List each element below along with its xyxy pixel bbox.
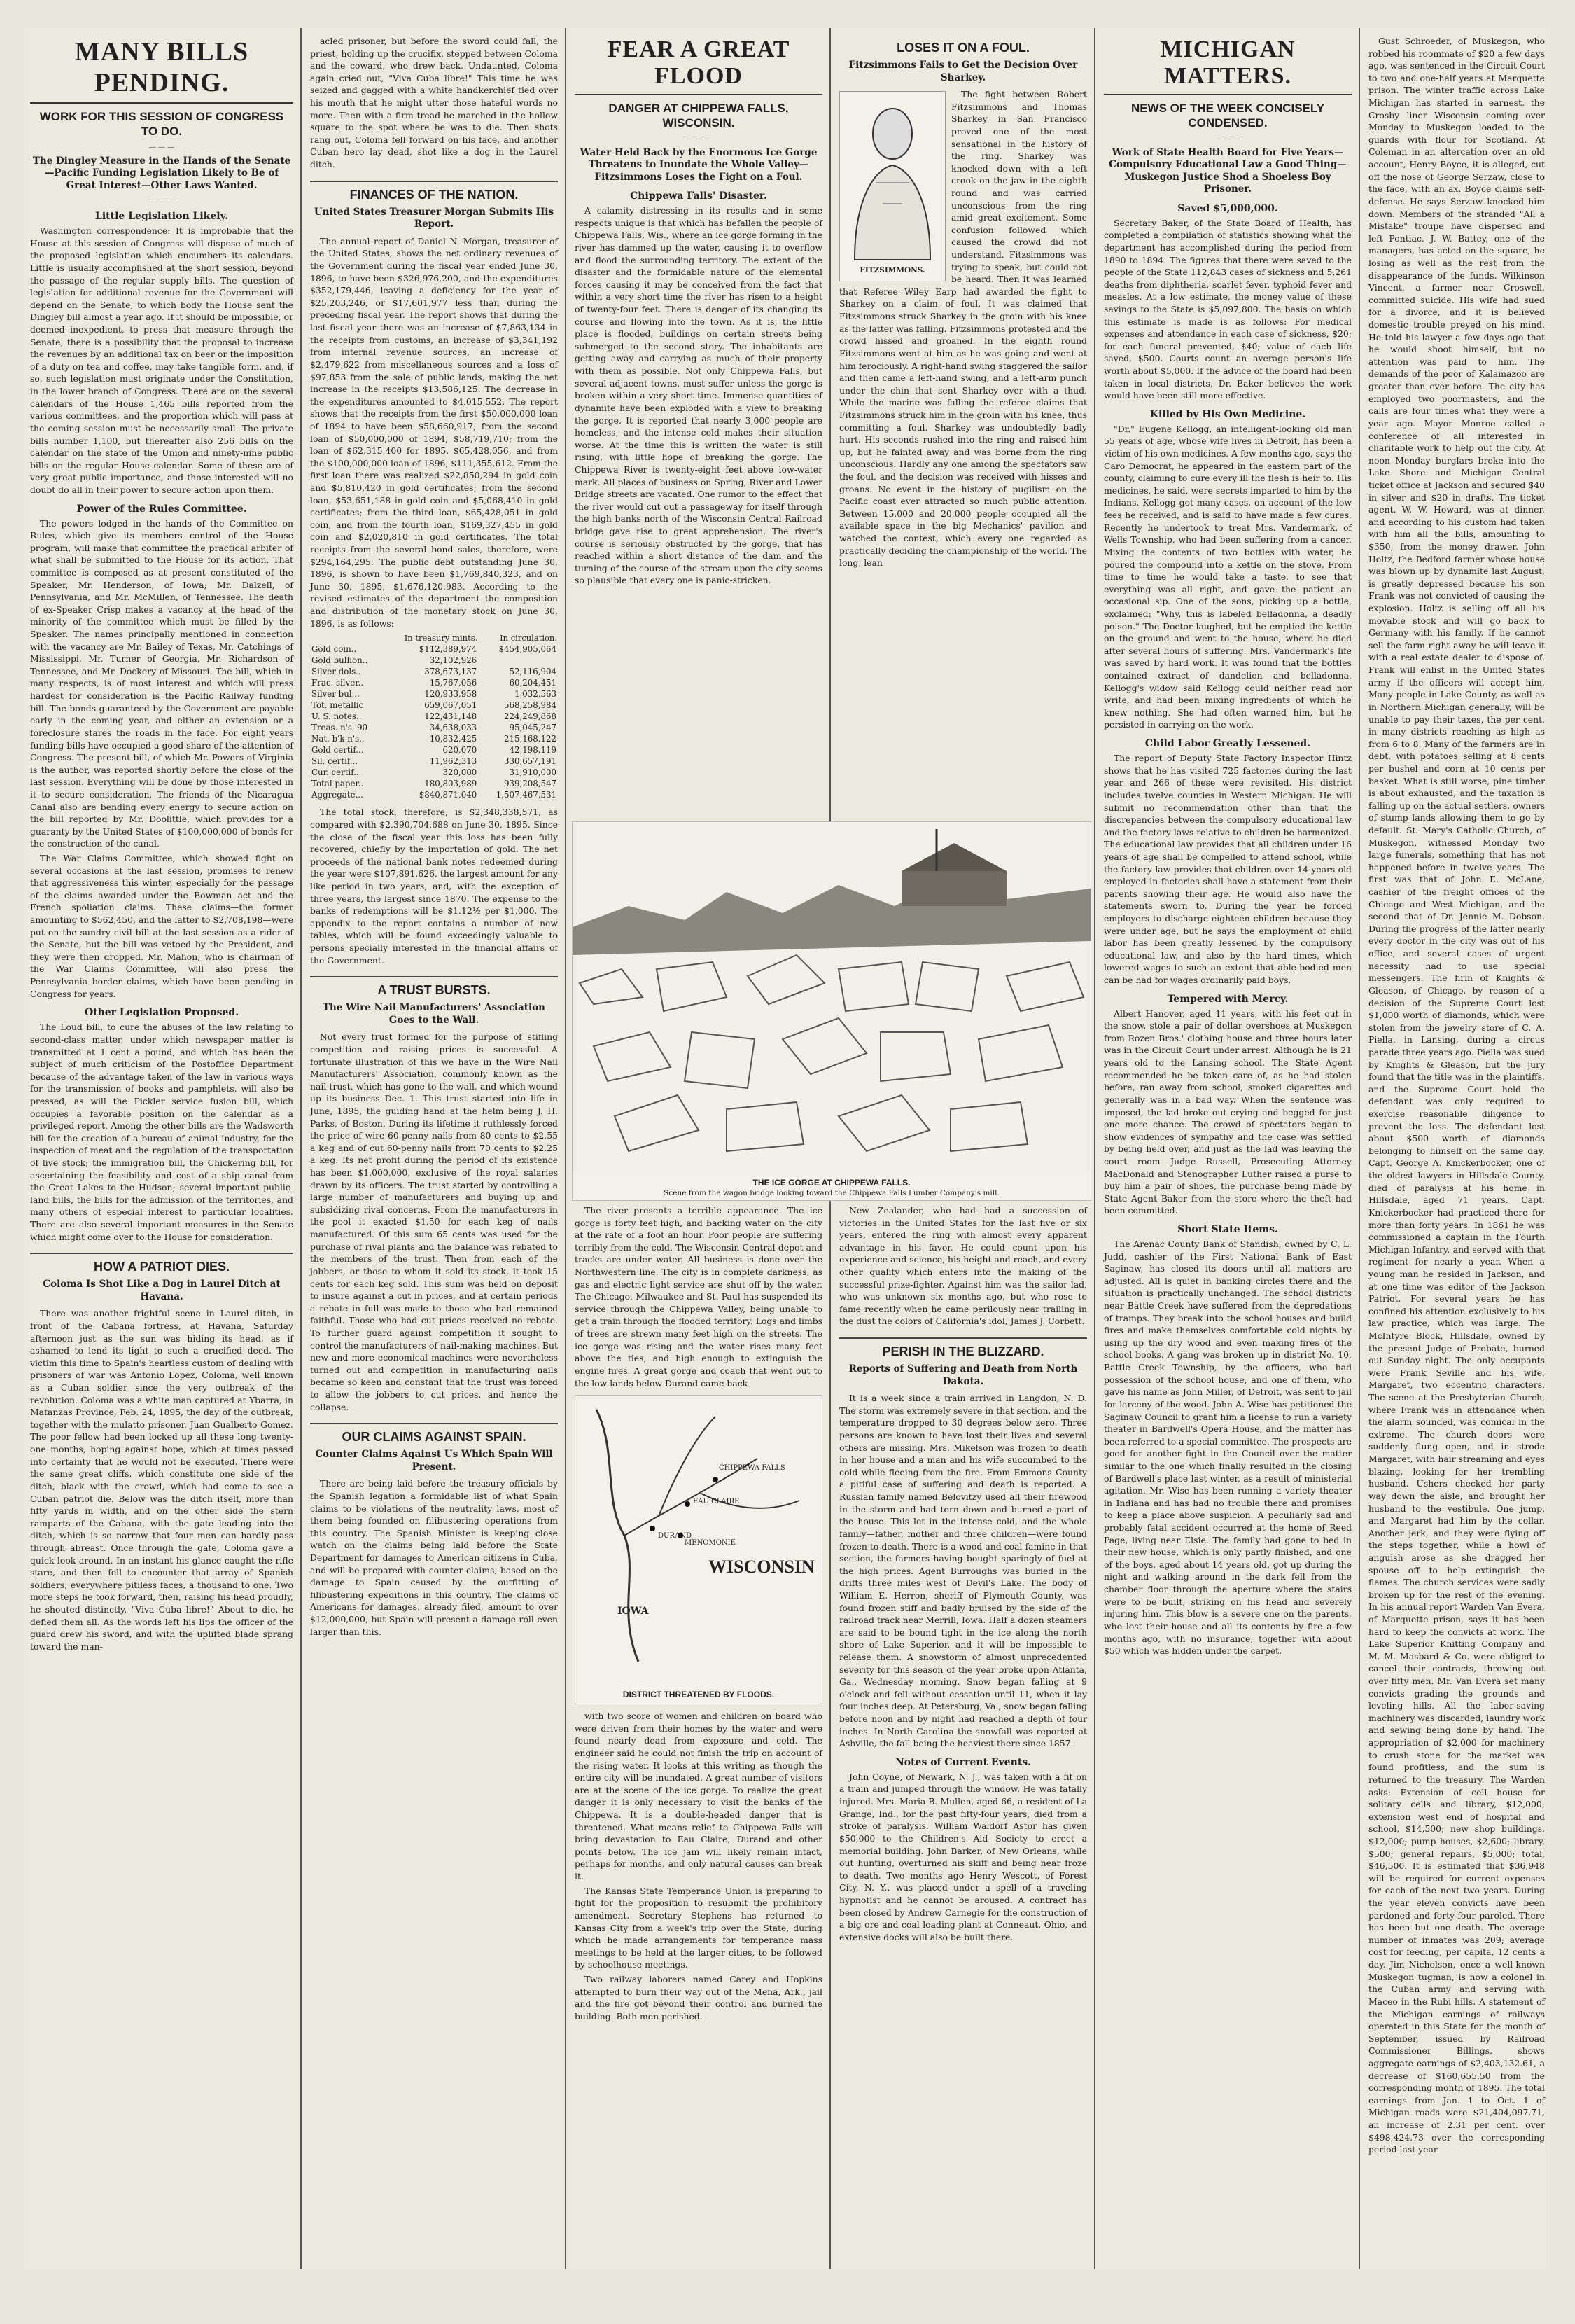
table-cell: 11,962,313: [429, 756, 477, 767]
table-cell: 15,767,056: [429, 678, 477, 688]
deck-coloma: Coloma Is Shot Like a Dog in Laurel Ditch at Havana.: [43, 1279, 281, 1302]
table-cell: 1,507,467,531: [496, 790, 556, 800]
column-6: [1363, 28, 1550, 2269]
table-cell: 620,070: [442, 745, 477, 756]
paragraph: The annual report of Daniel N. Morgan, treasurer of the United States, shows the net ordinary revenues of the Government during the fiscal year ended June 30, 1896, to have been $326,976,200, and the expenditures $352,179,446, leaving a deficiency for the year of $25,203,246, or $17,601,977 less than during the preceding fiscal year. The report shows that during the last fiscal year there was an increase of $7,863,134 in the receipts from customs, an increase of $3,341,192 from internal revenue sources, an increase of $2,479,622 from miscellaneous sources and a loss of $97,853 from the sale of public lands, making the net increase in the receipts $13,586,125. The decrease in the expenditures amounted to $4,015,552. The report shows that the receipts from the first $50,000,000 loan of 1894 to have been $58,660,917; from the second loan of $50,000,000 of 1894, $58,719,710; from the loan of $62,315,400 for 1895, $65,428,056, and from the $100,000,000 loan of 1896, $111,355,612. From the first loan there was realized $22,850,294 in gold coin and $5,810,420 in gold certificates; from the second loan, $53,651,188 in gold coin and $5,068,410 in gold certificates; from the third loan, $65,428,051 in gold coin, and from the fourth loan, $169,327,455 in gold coin and $2,020,810 in gold certificates. The total receipts from the several bond sales, therefore, were $294,164,295. The public debt outstanding June 30, 1896, is shown to have been $1,769,840,323, and on June 30, 1895, $1,676,120,983. According to the revised estimates of the department the composition and distribution of the monetary stock on June 30, 1896, is as follows:: [310, 235, 558, 629]
illustration-subcaption: Scene from the wagon bridge looking toward the Chippewa Falls Lumber Company's mill.: [664, 1189, 1000, 1197]
table-cell: 320,000: [442, 767, 477, 778]
subhead-saved: Saved $5,000,000.: [1177, 202, 1278, 214]
deck-north-dakota: Reports of Suffering and Death from North Dakota.: [848, 1363, 1078, 1387]
table-cell: 32,102,926: [429, 655, 477, 666]
headline-patriot-dies: HOW A PATRIOT DIES.: [30, 1253, 293, 1274]
row-label: Frac. silver..: [312, 678, 364, 688]
newspaper-page: [24, 28, 1550, 2269]
row-label: Cur. certif...: [312, 767, 362, 778]
table-row: [310, 733, 558, 744]
table-cell: 120,933,958: [424, 689, 477, 700]
headline-michigan-matters: MICHIGAN MATTERS.: [1104, 36, 1352, 95]
table-cell: 330,657,191: [503, 756, 556, 767]
table-cell: $112,389,974: [419, 644, 477, 655]
table-cell: $454,905,064: [498, 644, 556, 655]
row-label: Nat. b'k n's..: [312, 734, 365, 744]
table-cell: 180,803,989: [424, 779, 477, 789]
table-row: [310, 789, 558, 800]
column-2: [304, 28, 564, 2269]
table-cell: $840,871,040: [419, 790, 477, 800]
column-3: FEAR A GREAT FLOOD DANGER AT CHIPPEWA FALLS, WISCONSIN. — — — Water Held Back by the Enormous Ice Gorge Threatens to Inundate the Whole Valley—Fitzsimmons Loses the Fight on a Foul. Chippewa Falls' Disaster. A calamity distressing in its results and in some respects unique is that which has befallen the people of Chippewa Falls, Wis., where an ice gorge forming in the river has dammed up the water, causing it to overflow and flood the surrounding territory. The extent of the disaster and the formidable nature of the elemental forces causing it may be conceived from the fact that within a very short time the river has risen to a height of twenty-four feet. There is danger of its changing its course and flowing into the town. As it is, the little place is flooded, buildings on certain streets being submerged to the second story. The inhabitants are getting away and carrying as much of their property with them as possible. Not only Chippewa Falls, but several adjacent towns, must suffer unless the gorge is broken within a very short time. Immense quantities of dynamite have been exploded with a view to breaking the gorge. It is reported that nearly 3,000 people are homeless, and the intense cold makes their situation worse. At the time this is written the water is still rising, with little hope of breaking the gorge. The Chippewa River is twenty-eight feet above low-water mark. All places of business on Spring, River and Lower Bridge streets are vacated. One rumor to the effect that the river would cut out a passageway for itself through the high banks north of the Wisconsin Central Railroad bridge gave rise to great apprehension. The river's course is seriously obstructed by the gorge, that has reached within a short distance of the dam and the turning of the course of the stream upon the city seems so plausible that every one is panic-stricken.: [575, 36, 822, 586]
table-cell: 60,204,451: [509, 678, 556, 688]
row-label: Treas. n's '90: [312, 723, 368, 733]
row-label: U. S. notes..: [312, 711, 362, 722]
paragraph: The War Claims Committee, which showed fight on several occasions at the last session, promises to renew that aggressiveness this winter, especially for the passage of the claims awarded under the Bowman act and the French spoliation claims. These claims—the former amounting to $562,450, and the latter to $2,708,198—were put on the sundry civil bill at the last session as a rider of the Senate, but the bill was vetoed by the President, and they were then dropped. Mr. Mahon, who is chairman of the War Claims Committee, will also press the Pennsylvania border claims, which have been pending in Congress for years.: [30, 853, 293, 999]
table-cell: 122,431,148: [424, 711, 477, 722]
row-label: Total paper..: [312, 779, 364, 789]
table-cell: 10,832,425: [429, 734, 477, 744]
column-3-lower: [569, 1204, 828, 2269]
deck-chippewa: DANGER AT CHIPPEWA FALLS, WISCONSIN.: [608, 102, 789, 130]
map-label-wisconsin: WISCONSIN: [708, 1557, 815, 1578]
table-row: [310, 655, 558, 666]
paragraph: The powers lodged in the hands of the Committee on Rules, which give its members control of the House program, will make that committee the practical arbiter of what shall be submitted to the House for its action. That committee is composed as at present constituted of the Speaker, Mr. Henderson, of Iowa; Mr. Dalzell, of Pennsylvania, and Mr. McMillen, of Tennessee. The death of ex-Speaker Crisp makes a vacancy at the head of the minority of the committee which must be filled by the Speaker. The names principally mentioned in connection with the vacancy are Mr. Bailey of Texas, Mr. Catchings of Mississippi, Mr. Turner of Georgia, Mr. Richardson of Tennessee, and Mr. Dockery of Missouri. The bill, which in many respects, is of most interest and which will press hardest for consideration is the Pacific Railway funding bill. The bonds guaranteed by the Government are payable early in the coming year, and either an extension or a foreclosure stares the roads in the face. For eight years funding bills have occupied a good share of the attention of Congress. The present bill, of which Mr. Powers of Virginia is the author, was reported shortly before the close of the last session. Everything will be done by those interested in it to secure consideration. The friends of the Nicaragua Canal also are bending every energy to secure action on the bill reported by Mr. Doolittle, which provides for a guaranty by the United States of $100,000,000 of bonds for the construction of the canal.: [30, 517, 293, 849]
portrait-caption: FITZSIMMONS.: [860, 266, 925, 275]
flood-map: [575, 1395, 822, 1704]
table-cell: 52,116,904: [509, 667, 556, 677]
table-row: [310, 756, 558, 767]
portrait-image: [841, 92, 944, 263]
table-cell: 659,067,051: [424, 700, 477, 711]
paragraph: A calamity distressing in its results and in some respects unique is that which has befallen the people of Chippewa Falls, Wis., where an ice gorge forming in the river has dammed up the water, causing it to overflow and flood the surrounding territory. The extent of the disaster and the formidable nature of the elemental forces causing it may be conceived from the fact that within a very short time the river has risen to a height of twenty-four feet. There is danger of its changing its course and flowing into the town. As it is, the little place is flooded, buildings on certain streets being submerged to the second story. The inhabitants are getting away and carrying as much of their property with them as possible. Not only Chippewa Falls, but several adjacent towns, must suffer unless the gorge is broken within a very short time. Immense quantities of dynamite have been exploded with a view to breaking the gorge. It is reported that nearly 3,000 people are homeless, and the intense cold makes their situation worse. At the time this is written the water is still rising, with little hope of breaking the gorge. The Chippewa River is twenty-eight feet above low-water mark. All places of business on Spring, River and Lower Bridge streets are vacated. One rumor to the effect that the river would cut out a passageway for itself through the high banks north of the Wisconsin Central Railroad bridge gave rise to great apprehension. The river's course is seriously obstructed by the gorge, that has reached within a short distance of the dam and the turning of the course of the stream upon the city seems so plausible that every one is panic-stricken.: [575, 205, 822, 586]
subhead-current-events: Notes of Current Events.: [895, 1756, 1032, 1768]
column-1: MANY BILLS PENDING. WORK FOR THIS SESSION OF CONGRESS TO DO. — — — The Dingley Measure in the Hands of the Senate—Pacific Funding Legislation Likely to Be of Great Interest—Other Laws Wanted. ———— Little Legislation Likely. Washington correspondence: It is improbable that the House at this session of Congress will dispose of much of the proposed legislation which encumbers its calendars. Little is usually accomplished at the short session, beyond the passage of the regular supply bills. The question of legislation for additional revenue for the Government will depend on the Senate, to which body the House sent the Dingley bill almost a year ago. If it should be impossible, or deemed inexpedient, to press that measure through the Senate, there is a possibility that the proposal to increase the revenues by an additional tax on beer or the imposition of a duty on tea and coffee, may take tangible form, and, if so, such legislation must originate under the Constitution, in the lower branch of Congress. There are on the several calendars of the House 1,465 bills reported from the various committees, and the proportion which will pass at the coming session must be necessarily small. The private bills number 1,100, but thereafter also 256 bills on the calendar on the state of the Union and ninety-nine public bills on the regular House calendar. Some of these are of very great public importance, and those interested will no doubt do all in their power to secure action upon them. Power of the Rules Committee. The powers lodged in the hands of the Committee on Rules, which give its members control of the House program, will make that committee the practical arbiter of what shall be submitted to the House for its action. That committee is composed as at present constituted of the Speaker, Mr. Henderson, of Iowa; Mr. Dalzell, of Pennsylvania, and Mr. McMillen, of Tennessee. The death of ex-Speaker Crisp makes a vacancy at the head of the minority of the committee which must be filled by the Speaker. The names principally mentioned in connection with the vacancy are Mr. Bailey of Texas, Mr. Catchings of Mississippi, Mr. Turner of Georgia, Mr. Richardson of Tennessee, and Mr. Dockery of Missouri. The bill, which in many respects, is of most interest and which will press hardest for consideration is the Pacific Railway funding bill. The bonds guaranteed by the Government are payable early in the coming year, and either an extension or a foreclosure stares the roads in the face. For eight years funding bills have occupied a good share of the attention of Congress. The present bill, of which Mr. Powers of Virginia is the author, was reported shortly before the close of the last session. Everything will be done by those interested in it to secure consideration. The friends of the Nicaragua Canal also are bending every energy to secure action on the bill reported by Mr. Doolittle, which provides for a guaranty by the United States of $100,000,000 of bonds for the construction of the canal. The War Claims Committee, which showed fight on several occasions at the last session, promises to renew that aggressiveness this winter, especially for the passage of the claims awarded under the Bowman act and the French spoliation claims. These claims—the former amounting to $562,450, and the latter to $2,708,198—were put on the sundry civil bill at the last session as a rider of the Senate, but the bill was vetoed by the President, and they were then dropped. Mr. Mahon, who is chairman of the War Claims Committee, will also press the Pennsylvania border claims, which have been pending in Congress for years. Other Legislation Proposed. The Loud bill, to cure the abuses of the law relating to second-class matter, under which newspaper matter is transmitted at 1 cent a pound, and which has been the subject of much criticism of the Postoffice Department because of the advantage taken of the law in various ways for the transmission of books and pamphlets, will also be pressed, as will the Pickler service fusion bill, which occupies a favorable position on the calendar as a privileged report. Among the other bills are the Wadsworth bill for the creation of a bureau of animal industry, for the inspection of meat and the regulation of the transportation of live stock; the immigration bill, the Chickering bill, for ascertaining the feasibility and cost of a ship canal from the Great Lakes to the Hudson; several important public-land bills, the bills for the admission of the territories, and many others of especial interest to particular localities. There are also several important measures in the Senate which might come over to the House for consideration. HOW A PATRIOT DIES. Coloma Is Shot Like a Dog in Laurel Ditch at Havana. There was another frightful scene in Laurel ditch, in front of the Cabana fortress, at Havana, Saturday afternoon just as the sun was hiding its head, as if ashamed to lend its light to such a crucified deed. The victim this time to Spain's heartless custom of dealing with prisoners of war was Antonio Lopez, Coloma, well known as a Cuban soldier since the very outbreak of the revolution. Coloma was a white man captured at Ybarra, in Matanzas Province, Feb. 24, 1895, the day of the outbreak, together with the mulatto prisoner, Juan Gualberto Gomez. The poor fellow had been locked up all these long twenty-one months, hoping against hope, which at times passed into certainty that he would not be executed. There were the same great cliffs, which constitute one side of the ditch, black with the crowd, which had come to see a Cuban patriot die. Below was the ditch itself, more than fifty yards in width, and on the other side the stern ramparts of the Cabana, with the gate leading into the ditch, which is so narrow that four men can hardly pass through abreast. Once through the gate, Coloma gave a quick look around. In an instant his glance caught the rifle stare, and then fell to encounter that array of Spanish soldiers, everywhere pitiless faces, a thousand to one. Two more steps he took forward, then, raising his head proudly, he shouted distinctly, "Viva Cuba libre!" About to die, he defied them all. As the words left his lips the officer of the guard drew his sword, and with the uplifted blade sprang toward the man-: [30, 37, 293, 1652]
subhead-chippewa-disaster: Chippewa Falls' Disaster.: [630, 190, 767, 202]
headline-claims-spain: OUR CLAIMS AGAINST SPAIN.: [310, 1423, 558, 1445]
deck-counter-claims: Counter Claims Against Us Which Spain Will Present.: [315, 1449, 553, 1473]
headline-trust-bursts: A TRUST BURSTS.: [310, 976, 558, 998]
paragraph: Gust Schroeder, of Muskegon, who robbed his roommate of $20 a few days ago, was sentenced in the Circuit Court to two and one-half years at Marquette prison. The winter traffic across Lake Michigan has started in earnest, the Crosby liner Wisconsin coming over Monday to Muskegon loaded to the guards with flour for Scotland. At Coleman in an altercation over an old account, Henry Boyce, it is alleged, cut off the nose of George Serzaw, close to the face, with an ax. Boyce claims self-defense. He says Serzaw knocked him down. Members of the stranded "All a Mistake" troupe have dispersed and left Pontiac. J. W. Battey, one of the managers, has acted on the square, he losing as well as the rest from the disappearance of the funds. Wilkinson Vincent, a farmer near Croswell, committed suicide. His wife had sued for a divorce, and it is believed domestic trouble preyed on his mind. He told his lawyer a few days ago that he would shoot himself, but no attention was paid to him. The demands of the poor of Kalamazoo are greater than ever before. The city has employed two poormasters, and the calls are four times what they were a year ago. Mayor Monroe called a conference of all interested in charitable work to help out the city. At noon Monday burglars broke into the Lake Shore and Michigan Central ticket office at Jackson and secured $40 in silver and $20 in drafts. The ticket agent, W. W. Howard, was at dinner, and according to his custom had taken with him all the bills, amounting to $350, from the money drawer. John Holtz, the Bedford farmer whose house was blown up by dynamite last August, is greatly depressed because his son Frank was not convicted of causing the explosion. Holtz is selling off all his movable stock and will go back to Germany with his family. If he cannot sell the farm right away he will leave it with a real estate dealer to dispose of. Frank will enlist in the United States army if the officers will accept him. Many people in Lake County, as well as in Northern Michigan generally, will be unable to pay their taxes, the per cent. in many districts reaching as high as from 6 to 8. Many of the farmers are in debt, with potatoes selling at 8 cents per bushel and corn at 10 cents per basket. What is still worse, pine timber is about exhausted, and the taxation is falling up on the actual settlers, owners of stump lands allowing them to go by default. St. Mary's Catholic Church, of Muskegon, witnessed Monday two large funerals, something that has not happened before in twelve years. The first was that of John E. McLane, cashier of the freight offices of the Chicago and West Michigan, and the second that of Dr. Jennie M. Dobson. During the progress of the latter nearly every doctor in the city was out of his office, and several cases of urgent necessity had to use special messengers. The firm of Knights & Gleason, of Chicago, by reason of a decision of the Supreme Court lost $1,000 worth of diamonds, which were stolen from the jewelry store of C. A. Piella, in Lansing, during a circus parade three years ago. Piella was sued by Knights & Gleason, but the jury found that the title was in the plaintiffs, and the Supreme Court held the defendant was only required to exercise reasonable diligence to prevent the loss. The defendant lost about $500 worth of diamonds belonging to himself on the same day. Capt. George A. Knickerbocker, one of the oldest lawyers in Hillsdale County, died of paralysis at his home in Hillsdale, aged 71 years. Capt. Knickerbocker had practiced there for more than forty years. In 1861 he was commissioned a captain in the Fourth Michigan Infantry, and served with that regiment for nearly a year. When a young man he resided in Jackson, and at one time was editor of the Jackson Patriot. For several years he has confined his attention exclusively to his law practice, which was large. The McIntyre Block, Hillsdale, owned by the present Judge of Probate, burned out Sunday night. The only occupants were Frank Seville and his wife, Margaret, two eccentric characters. The scene at the Presbyterian Church, where Frank was in attendance when the alarm sounded, was comical in the extreme. The church doors were suddenly flung open, and in strode Margaret, with hair streaming and eyes blazing, looking for her trembling husband. Ushers checked her party way down the aisle, and brought her husband to the vestibule. One jump, and Margaret had him by the collar. Another jerk, and they were flying off the steps together, while a howl of anguish arose as she dragged her spouse off to help extinguish the flames. The church services were sadly broken up for the rest of the evening. In his annual report Warden Van Evera, of Marquette prison, says it has been hard to keep the convicts at work. The Lake Superior Knitting Company and M. M. Masbard & Co. were obliged to cancel their contracts, throwing out over fifty men. Mr. Van Evera set many convicts grading the grounds and leveling hills. All the labor-saving machinery was discarded, laundry work and sewing being done by hand. The appropriation of $2,000 for machinery to crush stone for the market was found profitless, and the sum is returned to the treasury. The Warden asks: Extension of cell house for solitary cells and library, $12,000; extension west end of hospital and school, $14,500; new shop buildings, $12,000; pump houses, $2,600; library, $500; general repairs, $5,000; total, $46,500. It is estimated that $36,948 will be required for current expenses for each of the next two years. During the year eleven convicts have been pardoned and forty-four paroled. There has been but one death. The average number of inmates was 209; average cost for feeding, per capita, 12 cents a day. Jim Nicholson, once a well-known Muskegon tugman, is now a colonel in the Cuban army and serving with Maceo in the Rubi hills. A statement of the Michigan earnings of railways operated in this State for the month of September, issued by Railroad Commissioner Billings, shows aggregate earnings of $2,403,132.61, a decrease of $160,655.50 from the corresponding month of 1895. The total earnings from Jan. 1 to Oct. 1 of Michigan roads were $21,404,097.71, an increase of 2.31 per cent. over $498,424.73 over the corresponding period last year.: [1368, 36, 1545, 2155]
subhead-child-labor: Child Labor Greatly Lessened.: [1144, 738, 1311, 750]
subdeck-health-board: Work of State Health Board for Five Years—Compulsory Educational Law a Good Thing—Muskegon Justice Shod a Shoeless Boy Prisoner.: [1109, 146, 1347, 195]
row-label: Gold coin..: [312, 644, 357, 655]
map-image: [575, 1396, 820, 1676]
paragraph: There are being laid before the treasury officials by the Spanish legation a formidable list of what Spain claims to be violations of the neutrality laws, most of them being founded on filibustering operations from this country. The Spanish Minister is keeping close watch on the claims being laid before the State Department for damages to American citizens in Cuba, and will be prepared with counter claims, based on the damage to Spain caused by the outfitting of filibustering expeditions in this country. The claims of Americans for damages, already filed, amount to over $12,000,000, but Spain will present a damage roll even larger than this.: [310, 1478, 558, 1637]
table-cell: 939,208,547: [503, 779, 556, 789]
paragraph: with two score of women and children on board who were driven from their homes by the water and were found nearly dead from exposure and cold. The engineer said he could not finish the trip on account of the rising water. It looks at this writing as though the entire city will be inundated. A great number of visitors are at the scene of the ice gorge. To realize the great danger it is only necessary to visit the banks of the Chippewa. It is a double-headed danger that is threatened. What means relief to Chippewa Falls will bring devastation to Eau Claire, Durand and other points below. The ice jam will likely remain intact, perhaps for months, and only natural causes can break it.: [575, 1711, 822, 1882]
table-cell: 42,198,119: [509, 745, 556, 756]
paragraph: Albert Hanover, aged 11 years, with his feet out in the snow, stole a pair of dollar overshoes at Muskegon from Rozen Bros.' clothing house and three hours later was in the Circuit Court under arrest. Although he is 21 years old to the Lansing school. The State Agent recommended he be taken care of, as he had stolen before, ran away from school, smoked cigarettes and generally was in a bad way. When the sentence was imposed, the lad broke out crying and begged for just one more chance. The crowd of spectators began to show evidences of sympathy and the case was settled by being held over, and just as the lad was leaving the court room Judge Russell, Prosecuting Attorney MacDonald and Stenographer Luther raised a purse to buy him a pair of shoes, the purchase being made by State Agent Baker from the store where the theft had been committed.: [1104, 1008, 1352, 1216]
paragraph: Secretary Baker, of the State Board of Health, has completed a compilation of statistics showing what the department has accomplished during the period from 1890 to 1894. The figures that there were saved to the people of the State 112,843 cases of sickness and 5,261 deaths from diphtheria, scarlet fever, typhoid fever and measles. At a low estimate, the money value of these savings to the State is $5,097,800. The basis on which this estimate is made is as follows: For medical expenses and attendance in each case of sickness, $20; for each funeral prevented, $40; value of each life saved, $500. Courts count an average person's life worth about $5,000. If the advice of the board had been taken in local districts, Dr. Baker believes the work would have been still more effective.: [1104, 217, 1352, 401]
deck-treasurer: United States Treasurer Morgan Submits His Report.: [314, 206, 554, 230]
table-row: [310, 677, 558, 688]
map-caption: DISTRICT THREATENED BY FLOODS.: [622, 1690, 775, 1700]
headline-great-flood: FEAR A GREAT FLOOD: [575, 36, 822, 95]
subdeck-dingley: The Dingley Measure in the Hands of the Senate—Pacific Funding Legislation Likely to Be of Great Interest—Other Laws Wanted.: [32, 155, 291, 191]
deck-work-for-session: WORK FOR THIS SESSION OF CONGRESS TO DO.: [39, 110, 284, 139]
headline-many-bills: MANY BILLS PENDING.: [30, 36, 293, 104]
table-row: [310, 688, 558, 700]
table-row: [310, 722, 558, 733]
illustration-caption: THE ICE GORGE AT CHIPPEWA FALLS.: [752, 1178, 911, 1188]
deck-news-of-week: NEWS OF THE WEEK CONCISELY CONDENSED.: [1130, 102, 1325, 130]
map-place: CHIPPEWA FALLS: [719, 1464, 785, 1473]
table-row: [310, 643, 558, 655]
table-row: [310, 700, 558, 711]
table-row: [310, 711, 558, 722]
subdeck-ice-gorge: Water Held Back by the Enormous Ice Gorge Threatens to Inundate the Whole Valley—Fitzsimmons Loses the Fight on a Foul.: [580, 146, 818, 183]
table-cell: 31,910,000: [509, 767, 556, 778]
row-label: Silver dols..: [312, 667, 361, 677]
paragraph: Washington correspondence: It is improbable that the House at this session of Congress will dispose of much of the proposed legislation which encumbers its calendars. Little is usually accomplished at the short session, beyond the passage of the regular supply bills. The question of legislation for additional revenue for the Government will depend on the Senate, to which body the House sent the Dingley bill almost a year ago. If it should be impossible, or deemed inexpedient, to press that measure through the Senate, there is a possibility that the proposal to increase the revenues by an additional tax on beer or the imposition of a duty on tea and coffee, may take tangible form, and, if so, such legislation must originate under the Constitution, in the lower branch of Congress. There are on the several calendars of the House 1,465 bills reported from the various committees, and the proportion which will pass at the coming session must be necessarily small. The private bills number 1,100, but thereafter also 256 bills on the calendar on the state of the Union and ninety-nine public bills on the regular House calendar. Some of these are of very great public importance, and those interested will no doubt do all in their power to secure action upon them.: [30, 225, 293, 495]
paragraph: New Zealander, who had had a succession of victories in the United States for the last five or six years, entered the ring with almost every apparent advantage in his favor. He could count upon his experience and science, his height and reach, and every other quality which enters into the making of the successful prize-fighter. Against him was the sailor lad, who was unknown six months ago, but who rose to fame recently when he came perilously near trailing in the dust the colors of California's idol, James J. Corbett.: [839, 1205, 1087, 1327]
fitzsimmons-portrait: [839, 91, 946, 281]
map-place: EAU CLAIRE: [693, 1498, 740, 1506]
map-place: DURAND: [658, 1532, 692, 1540]
paragraph: John Coyne, of Newark, N. J., was taken with a fit on a train and jumped through the window. He was fatally injured. Mrs. Maria B. Mullen, aged 66, a resident of La Grange, Ind., for the past fifty-four years, died from a stroke of paralysis. William Waldorf Astor has given $50,000 to the Children's Aid Society to erect a memorial building. John Barker, of New Orleans, while out hunting, overturned his skiff and being near froze to death. Two months ago Henry Wescott, of Forest City, N. Y., was placed under a spell of a traveling hypnotist and he cannot be aroused. A contract has been closed by Andrew Carnegie for the construction of a big ore and coal loading plant at Conneaut, Ohio, and extensive docks will also be built there.: [839, 1771, 1087, 1942]
paragraph: Not every trust formed for the purpose of stifling competition and raising prices is successful. A fortunate illustration of this we have in the Wire Nail Manufacturers' Association, commonly known as the nail trust, which has gone to the wall, and which wound up its business Dec. 1. This trust started into life in June, 1895, the guiding hand at the helm being J. H. Parks, of Boston. During its lifetime it ruthlessly forced the price of wire 60-penny nails from 80 cents to $2.55 a keg and of cut 60-penny nails from 70 cents to $2.25 a keg. Its net profit during the period of its existence has been $1,000,000, exclusive of the royal salaries drawn by its officers. The trust started by controlling a large number of manufacturers and buying up and subsidizing rival concerns. From the manufacturers in the pool it exacted $1.50 for each keg of nails manufactured. Of this sum 65 cents was used for the purchase of rival plants and the balance was rebated to the members of the trust. Then from each of the jobbers, or those to whom it sold its stock, it took 15 cents for each keg sold. This sum was held on deposit to insure against a cut in prices, and at certain periods a rebate in full was made to those who had remained faithful. Those who had cut prices received no rebate. To further guard against competition it sought to control the manufacturers of nail-making machines. But new and more economical machines were nevertheless turned out and competition in manufacturing nails became so keen and constant that the trust was forced to allow the jobbers to cut prices, and hence the collapse.: [310, 1031, 558, 1412]
table-row: [310, 767, 558, 778]
paragraph: The Loud bill, to cure the abuses of the law relating to second-class matter, under which newspaper matter is transmitted at 1 cent a pound, and which has been the subject of much criticism of the Postoffice Department because of the advantage taken of the law in various ways for the transmission of books and pamphlets, will also be pressed, as will the Pickler service fusion bill, which occupies a favorable position on the calendar as a privileged report. Among the other bills are the Wadsworth bill for the creation of a bureau of animal industry, for the inspection of meat and the regulation of the transportation of live stock; the immigration bill, the Chickering bill, for ascertaining the feasibility and cost of a ship canal from the Great Lakes to the Hudson; several important public-land bills, the bills for the admission of the territories, and many others of especial interest to particular localities. There are also several important measures in the Senate which might come over to the House for consideration.: [30, 1022, 293, 1242]
subhead-little-legislation: Little Legislation Likely.: [95, 211, 228, 223]
deck-wire-nail: The Wire Nail Manufacturers' Association Goes to the Wall.: [322, 1002, 545, 1026]
paragraph: acled prisoner, but before the sword could fall, the priest, holding up the crucifix, stepped between Coloma and the coward, who drew back. Undaunted, Coloma again cried out, "Viva Cuba libre!" This time he was seized and gagged with a white handkerchief tied over his mouth that he might utter those hateful words no more. Then with a firm tread he marched in the hollow square to the spot where he was to die. Then shots rang out, Coloma fell forward on his face, and another Cuban hero lay dead, shot like a dog in the Laurel ditch.: [310, 36, 558, 170]
headline-loses-on-foul: LOSES IT ON A FOUL.: [897, 41, 1030, 55]
column-5: MICHIGAN MATTERS. NEWS OF THE WEEK CONCISELY CONDENSED. — — — Work of State Health Board for Five Years—Compulsory Educational Law a Good Thing—Muskegon Justice Shod a Shoeless Boy Prisoner. Saved $5,000,000. Secretary Baker, of the State Board of Health, has completed a compilation of statistics showing what the department has accomplished during the period from 1890 to 1894. The figures that there were saved to the people of the State 112,843 cases of sickness and 5,261 deaths from diphtheria, scarlet fever, typhoid fever and measles. At a low estimate, the money value of these savings to the State is $5,097,800. The basis on which this estimate is made is as follows: For medical expenses and attendance in each case of sickness, $20; for each funeral prevented, $40; value of each life saved, $500. Courts count an average person's life worth about $5,000. If the advice of the board had been taken in local districts, Dr. Baker believes the work would have been still more effective. Killed by His Own Medicine. "Dr." Eugene Kellogg, an intelligent-looking old man 55 years of age, whose wife lives in Detroit, has been a victim of his own medicines. A few months ago, says the Caro Democrat, he appeared in the eastern part of the county, claiming to cure every ill the flesh is heir to. His medicines, he said, were secrets imparted to him by the Indians. Kellogg got many cases, on account of the low fees he received, and is said to have made a few cures. Recently he undertook to treat Mrs. Vandermark, of Wells Township, who had been suffering from a cancer. Mixing the contents of two bottles with water, he poured the compound into a kettle on the stove. From time to time he would take a taste, to see that everything was all right, and gave the patient an occasional sip. One of the sons, picking up a bottle, exclaimed: "Why, this is labeled belladonna, a deadly poison." The Doctor laughed, but he emptied the kettle on the ground and went to the house, where he died after several hours of suffering. Mrs. Vandermark's life was saved by hard work. It was found that the bottles contained extract of dandelion and belladonna. Kellogg's widow said Kellogg could neither read nor write, and had been mixing ingredients of which he knew nothing. She had often warned him, but he persisted in carrying on the work. Child Labor Greatly Lessened. The report of Deputy State Factory Inspector Hintz shows that he has visited 725 factories during the last year and 266 of these were revisited. His district includes twelve counties in Western Michigan. He will submit no recommendation other than that the discrepancies between the compulsory educational law and the factory laws relative to children be harmonized. The educational law provides that all children under 16 years of age shall be compelled to attend school, while the factory law provides that children over 14 years old employed in factories shall have a statement from their parents showing their age. He would also have the statements sworn to. During the year he forced employers to discharge eighteen children because they were under age, but he says the employment of child labor has been greatly lessened by the compulsory educational law, and also by the hard times, which lowered wages to such an extent that able-bodied men can be had for wages ordinarily paid boys. Tempered with Mercy. Albert Hanover, aged 11 years, with his feet out in the snow, stole a pair of dollar overshoes at Muskegon from Rozen Bros.' clothing house and three hours later was in the Circuit Court under arrest. Although he is 21 years old to the Lansing school. The State Agent recommended he be taken care of, as he had stolen before, ran away from school, smoked cigarettes and generally was in a bad way. When the sentence was imposed, the lad broke out crying and begged for just one more chance. The crowd of spectators began to show evidences of sympathy and the case was settled by being held over, and just as the lad was leaving the court room Judge Russell, Prosecuting Attorney MacDonald and Stenographer Luther raised a purse to buy him a pair of shoes, the purchase being made by State Agent Baker from the store where the theft had been committed. Short State Items. The Arenac County Bank of Standish, owned by C. L. Judd, cashier of the First National Bank of East Saginaw, has closed its doors until all matters are adjusted. All is quiet in banking circles there and the situation is practically unchanged. The school districts near Battle Creek have suffered from the depredations of tramps. They break into the school houses and build fires and make themselves comfortable cold nights by using up the dry wood and even making fires of the school books. A gang was broken up in district No. 10, Battle Creek Township, by the officers, who had possession of the school house, and one of them, who gave his name as John Miller, of Detroit, was sent to jail for larceny of the wood. John A. Wise has petitioned the Saginaw Council to grant him a license to run a variety theater in Bardwell's Opera House, and the matter has been referred to a special committee. The prospects are good for another fight in the Council over the matter similar to the one which finally resulted in the closing of Bardwell's place last winter, as a result of ministerial agitation. Mr. Wise has been running a variety theater in Indiana and has had no trouble there and promises to keep a place above suspicion. A peculiarly sad and probably fatal accident occurred at the home of Reed Page, living near Elsie. The family had gone to bed in their new house, which is only partly finished, and one of the boys, aged about 14 years old, got up during the night and walking around in the dark fell from the chamber floor through the aperture where the stairs were to be built, striking on his head and severely injuring him. This blow is a severe one on the parents, who lost their house and all its contents by fire a few months ago, with no insurance, together with about $50 which was hidden under the carpet.: [1104, 36, 1352, 1657]
table-header: In circulation.: [500, 633, 557, 643]
headline-blizzard: PERISH IN THE BLIZZARD.: [839, 1337, 1087, 1359]
paragraph: There was another frightful scene in Laurel ditch, in front of the Cabana fortress, at Havana, Saturday afternoon just as the sun was hiding its head, as if ashamed to lend its light to such a crucified deed. The victim this time to Spain's heartless custom of dealing with prisoners of war was Antonio Lopez, Coloma, well known as a Cuban soldier since the very outbreak of the revolution. Coloma was a white man captured at Ybarra, in Matanzas Province, Feb. 24, 1895, the day of the outbreak, together with the mulatto prisoner, Juan Gualberto Gomez. The poor fellow had been locked up all these long twenty-one months, hoping against hope, which at times passed into certainty that he would not be executed. There were the same great cliffs, which constitute one side of the ditch, black with the crowd, which had come to see a Cuban patriot die. Below was the ditch itself, more than fifty yards in width, and on the other side the stern ramparts of the Cabana, with the gate leading into the ditch, which is so narrow that four men can hardly pass through abreast. Once through the gate, Coloma gave a quick look around. In an instant his glance caught the rifle stare, and then fell to encounter that array of Spanish soldiers, everywhere pitiless faces, a thousand to one. Two more steps he took forward, then, raising his head proudly, he shouted distinctly, "Viva Cuba libre!" About to die, he defied them all. As the words left his lips the officer of the guard drew his sword, and with the uplifted blade sprang toward the man-: [30, 1308, 293, 1652]
paragraph: The Kansas State Temperance Union is preparing to fight for the proposition to resubmit the prohibitory amendment. Secretary Stephens has returned to Kansas City from a week's trip over the State, during which he made arrangements for temperance mass meetings to be held at the larger cities, to be followed by schoolhouse meetings.: [575, 1885, 822, 1970]
table-cell: 378,673,137: [424, 667, 477, 677]
deck-fitzsimmons: Fitzsimmons Fails to Get the Decision Over Sharkey.: [848, 60, 1078, 83]
paragraph: Two railway laborers named Carey and Hopkins attempted to burn their way out of the Mena, Ark., jail and the fire got beyond their control and burned the building. Both men perished.: [575, 1973, 822, 2022]
paragraph: The total stock, therefore, is $2,348,338,571, as compared with $2,390,704,688 on June 30, 1895. Since the close of the fiscal year this loss has been fully recovered, chiefly by the importation of gold. The net proceeds of the national bank notes redeemed during the year were $107,891,626, the largest amount for any like period in two years, and, with the exception of three years, the largest since 1870. The expense to the banks of redemptions will be $1.12½ per $1,000. The appendix to the report contains a number of new tables, which will be found exceedingly valuable to persons specially interested in the financial affairs of the Government.: [310, 807, 558, 966]
paragraph: The report of Deputy State Factory Inspector Hintz shows that he has visited 725 factories during the last year and 266 of these were revisited. His district includes twelve counties in Western Michigan. He will submit no recommendation other than that the discrepancies between the compulsory educational law and the factory laws relative to children be harmonized. The educational law provides that all children under 16 years of age shall be compelled to attend school, while the factory law provides that children over 14 years old employed in factories shall have a statement from their parents showing their age. He would also have the statements sworn to. During the year he forced employers to discharge eighteen children because they were under age, but he says the employment of child labor has been greatly lessened by the compulsory educational law, and also by the hard times, which lowered wages to such an extent that able-bodied men can be had for wages ordinarily paid boys.: [1104, 753, 1352, 986]
paragraph: The river presents a terrible appearance. The ice gorge is forty feet high, and backing water on the city at the rate of a foot an hour. Poor people are suffering terribly from the cold. The Wisconsin Central depot and tracks are under water. All business is done over the Northwestern line. The city is in complete darkness, as gas and electric light service are shut off by the water. The Chicago, Milwaukee and St. Paul has suspended its service through the Chippewa Valley, being unable to get a train through the flooded territory. Logs and limbs of trees are strewn many feet high on the streets. The ice gorge was rising and the water rises many feet above the ties, and high enough to extinguish the engine fires. A great gorge and coach that went out to the low lands below Durand came back: [575, 1205, 822, 1389]
table-cell: 568,258,984: [503, 700, 556, 711]
column-4-lower: [834, 1204, 1093, 2269]
table-cell: 215,168,122: [503, 734, 556, 744]
table-row: [310, 778, 558, 789]
table-header: In treasury mints.: [404, 633, 478, 643]
paragraph: The fight between Robert Fitzsimmons and Thomas Sharkey in San Francisco proved one of the most sensational in the history of the ring. Sharkey was knocked down with a left crook on the jaw in the eighth round and was carried unconscious from the ring amid great excitement. Some confusion followed which caused the crowd did not understand. Fitzsimmons was trying to speak, but could not be heard. Then it was learned that Referee Wiley Earp had awarded the fight to Sharkey on a claim of foul. It was claimed that Fitzsimmons struck Sharkey in the groin with his knee as the latter was falling. Fitzsimmons protested and the crowd hissed and groaned. In the eighth round Fitzsimmons went at him as he was going and went at him ferociously. A right-hand swing staggered the sailor and then came a left-hand swing, and a left-arm punch under the chin that sent Sharkey over with a thud. While the marine was falling the referee claims that Fitzsimmons struck him in the groin with his knee, thus committing a foul. Sharkey was undoubtedly badly hurt. His seconds rushed into the ring and raised him up, but he fainted away and was borne from the ring unconscious. Hardly any one among the spectators saw the foul, and the decision was received with hisses and groans. No event in the history of pugilism on the Pacific coast ever attracted so much public attention. Between 15,000 and 20,000 people occupied all the available space in the big Mechanics' pavilion and watched the contest, which every one regarded as practically deciding the championship of the world. The long, lean: [839, 89, 1087, 569]
subhead-killed-medicine: Killed by His Own Medicine.: [1149, 408, 1306, 420]
table-row: [310, 744, 558, 756]
paragraph: It is a week since a train arrived in Langdon, N. D. The storm was extremely severe in that section, and the temperature dropped to 30 degrees below zero. Three persons are known to have lost their lives and several others are missing. Mrs. Mikelson was frozen to death in her house and a man and his wife succumbed to the cold while fleeing from the fire. From Emmons County a pitiful case of suffering and death is reported. A Russian family named Belovitzy used all their firewood in the storm and had torn down and burned a part of the house. This let in the intense cold, and the whole family—father, mother and three children—were found frozen to death. There is a wood and coal famine in that section, the farmers having bought sparingly of fuel at the high prices. Agent Burroughs was buried in the drifts three miles west of Devil's Lake. The body of William E. Herron, sheriff of Plymouth County, was found frozen stiff and badly bruised by the side of the railroad track near Merrill, Iowa. Half a dozen steamers are said to be bound tight in the ice along the north shore of Lake Superior, and it will be impossible to release them. A snowstorm of almost unprecedented severity for this season of the year broke upon Atlanta, Ga., Wednesday morning. Snow began falling at 9 o'clock and fell without cessation until 11, when it lay four inches deep. At Petersburg, Va., snow began falling before noon and by night had reached a depth of four inches. In North Carolina the snowfall was reported at Ashville, the fall being the heaviest there since 1857.: [839, 1393, 1087, 1749]
table-cell: [478, 655, 558, 666]
map-place: MENOMONIE: [685, 1539, 736, 1547]
row-label: Tot. metallic: [312, 700, 364, 711]
paragraph: "Dr." Eugene Kellogg, an intelligent-looking old man 55 years of age, whose wife lives in Detroit, has been a victim of his own medicines. A few months ago, says the Caro Democrat, he appeared in the eastern part of the county, claiming to cure every ill the flesh is heir to. His medicines, he said, were secrets imparted to him by the Indians. Kellogg got many cases, on account of the low fees he received, and is said to have made a few cures. Recently he undertook to treat Mrs. Vandermark, of Wells Township, who had been suffering from a cancer. Mixing the contents of two bottles with water, he poured the compound into a kettle on the stove. From time to time he would take a taste, to see that everything was all right, and gave the patient an occasional sip. One of the sons, picking up a bottle, exclaimed: "Why, this is labeled belladonna, a deadly poison." The Doctor laughed, but he emptied the kettle on the ground and went to the house, where he died after several hours of suffering. Mrs. Vandermark's life was saved by hard work. It was found that the bottles contained extract of dandelion and belladonna. Kellogg's widow said Kellogg could neither read nor write, and had been mixing ingredients of which he knew nothing. She had often warned him, but he persisted in carrying on the work.: [1104, 423, 1352, 730]
table-cell: 1,032,563: [514, 689, 556, 700]
row-label: Gold certif...: [312, 745, 364, 756]
row-label: Gold bullion..: [312, 655, 368, 666]
row-label: Aggregate...: [312, 790, 363, 800]
monetary-stock-table: [310, 632, 558, 800]
table-cell: 224,249,868: [503, 711, 556, 722]
table-row: [310, 666, 558, 677]
row-label: Silver bul...: [312, 689, 360, 700]
subhead-other-legislation: Other Legislation Proposed.: [84, 1007, 239, 1019]
subhead-rules-committee: Power of the Rules Committee.: [76, 503, 247, 515]
row-label: Sil. certif...: [312, 756, 358, 767]
table-cell: 95,045,247: [509, 723, 556, 733]
headline-finances: FINANCES OF THE NATION.: [310, 181, 558, 202]
map-place: IOWA: [617, 1606, 649, 1617]
table-cell: 34,638,033: [429, 723, 477, 733]
paragraph: The Arenac County Bank of Standish, owned by C. L. Judd, cashier of the First National Bank of East Saginaw, has closed its doors until all matters are adjusted. All is quiet in banking circles there and the situation is practically unchanged. The school districts near Battle Creek have suffered from the depredations of tramps. They break into the school houses and build fires and make themselves comfortable cold nights by using up the dry wood and even making fires of the school books. A gang was broken up in district No. 10, Battle Creek Township, by the officers, who had possession of the school house, and one of them, who gave his name as John Miller, of Detroit, was sent to jail for larceny of the wood. John A. Wise has petitioned the Saginaw Council to grant him a license to run a variety theater in Bardwell's Opera House, and the matter has been referred to a special committee. The prospects are good for another fight in the Council over the matter similar to the one which finally resulted in the closing of Bardwell's place last winter, as a result of ministerial agitation. Mr. Wise has been running a variety theater in Indiana and has had no trouble there and promises to keep a place above suspicion. A peculiarly sad and probably fatal accident occurred at the home of Reed Page, living near Elsie. The family had gone to bed in their new house, which is only partly finished, and one of the boys, aged about 14 years old, got up during the night and walking around in the dark fell from the chamber floor through the aperture where the stairs were to be built, striking on his head and severely injuring him. This blow is a severe one on the parents, who lost their house and all its contents by fire a few months ago, with no insurance, together with about $50 which was hidden under the carpet.: [1104, 1239, 1352, 1657]
subhead-short-items: Short State Items.: [1177, 1224, 1278, 1235]
subhead-tempered-mercy: Tempered with Mercy.: [1167, 993, 1289, 1005]
